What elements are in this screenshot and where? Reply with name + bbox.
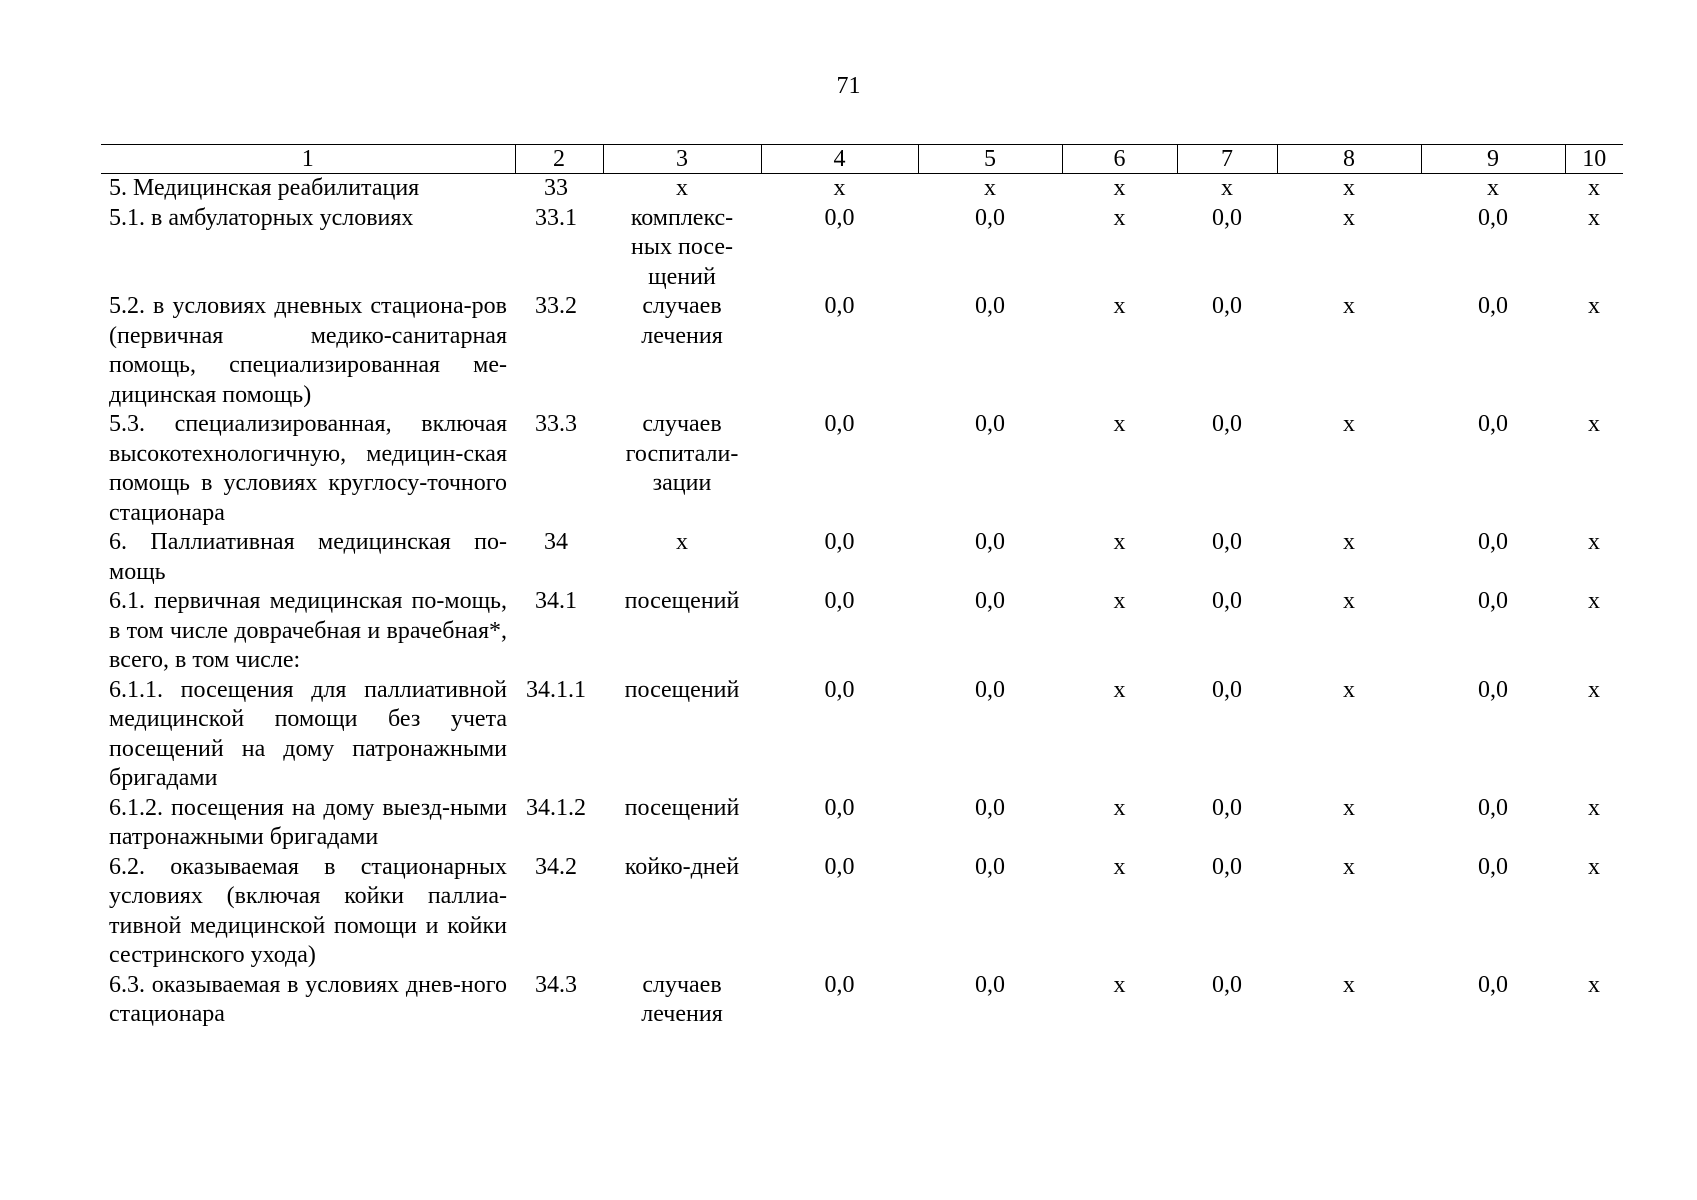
value-cell: х [1588,293,1600,319]
row-code-cell: 34.2 [535,853,577,880]
row-name-cell: 6.2. оказываемая в стационарных условиях (включая койки паллиа-тивной медицинской помощи и койки сестринского ухода) [109,853,507,968]
value-cell: х [1113,204,1126,231]
column-header: 5 [918,145,1062,174]
column-header: 2 [515,145,603,174]
value-cell: х [1343,588,1355,614]
header-row [101,145,1623,174]
value-cell: 0,0 [824,411,855,437]
value-cell: 0,0 [1212,204,1242,231]
value-cell: х [1588,794,1600,821]
value-cell: 0,0 [1478,794,1508,821]
page-number: 71 [836,73,861,99]
value-cell: х [1113,794,1126,821]
value-cell: х [1343,175,1355,201]
value-cell: х [1113,411,1126,437]
table-row [101,528,1623,587]
value-cell: х [1588,971,1600,998]
value-cell: х [1343,794,1355,821]
table-row [101,587,1623,676]
value-cell: 0,0 [1478,853,1508,880]
value-cell: 0,0 [975,204,1005,231]
value-cell: 0,0 [1478,204,1508,231]
row-code-cell: 34.1 [535,588,577,614]
value-cell: 0,0 [1478,588,1508,614]
row-name-cell: 6.1.2. посещения на дому выезд-ными патронажными бригадами [109,794,507,850]
column-header: 7 [1177,145,1277,174]
value-cell: 0,0 [1478,971,1508,998]
row-code-cell: 34.3 [535,971,577,998]
row-name-cell: 5.1. в амбулаторных условиях [109,204,414,231]
value-cell: 0,0 [1212,411,1242,437]
value-cell: 0,0 [1478,676,1508,703]
unit-cell: комплекс- ных посе- щений [630,204,734,290]
table-row [101,174,1623,204]
column-header: 8 [1277,145,1421,174]
value-cell: 0,0 [975,293,1005,319]
row-code-cell: 33 [544,175,568,201]
table-row [101,204,1623,293]
unit-cell: х [676,529,688,555]
row-name-cell: 6.1. первичная медицинская по-мощь, в том числе доврачебная и врачебная*, всего, в том числе: [109,588,507,673]
value-cell: х [1343,676,1355,703]
value-cell: х [1113,676,1126,703]
value-cell: 0,0 [1212,971,1242,998]
value-cell: 0,0 [824,588,855,614]
unit-cell: посещений [624,676,740,703]
value-cell: х [1113,588,1126,614]
value-cell: 0,0 [1212,853,1242,880]
row-name-cell: 6. Паллиативная медицинская по-мощь [109,529,507,585]
row-code-cell: 34 [544,529,568,555]
unit-cell: посещений [624,794,740,821]
value-cell: 0,0 [1212,293,1242,319]
row-name-cell: 6.3. оказываемая в условиях днев-ного стационара [109,971,507,1027]
value-cell: х [1588,411,1600,437]
value-cell: х [1221,175,1233,201]
value-cell: 0,0 [1212,588,1242,614]
table-row [101,410,1623,528]
value-cell: х [1343,411,1355,437]
value-cell: 0,0 [1478,293,1508,319]
row-code-cell: 34.1.1 [526,676,586,703]
unit-cell: случаев госпитали- зации [625,411,739,496]
value-cell: 0,0 [975,411,1005,437]
value-cell: 0,0 [975,676,1005,703]
row-code-cell: 33.3 [535,411,577,437]
column-header: 3 [603,145,761,174]
value-cell: х [1588,853,1600,880]
row-code-cell: 33.1 [535,204,577,231]
row-name-cell: 5. Медицинская реабилитация [109,175,420,201]
unit-cell: случаев лечения [641,971,723,1027]
value-cell: 0,0 [824,853,855,880]
value-cell: х [1343,971,1355,998]
value-cell: х [984,175,996,201]
value-cell: х [1588,588,1600,614]
value-cell: х [1343,293,1355,319]
value-cell: х [1588,676,1600,703]
value-cell: х [1113,175,1126,201]
value-cell: 0,0 [1212,529,1242,555]
value-cell: 0,0 [975,794,1005,821]
row-code-cell: 33.2 [535,293,577,319]
value-cell: х [1343,529,1355,555]
value-cell: х [1113,293,1126,319]
value-cell: 0,0 [824,676,855,703]
value-cell: х [1113,853,1126,880]
value-cell: х [1343,853,1355,880]
value-cell: х [1588,204,1600,231]
value-cell: 0,0 [1212,794,1242,821]
column-header: 4 [761,145,918,174]
row-name-cell: 6.1.1. посещения для паллиативной медицинской помощи без учета посещений на дому патронажными бригадами [109,676,507,791]
data-table [101,144,1623,1030]
unit-cell: х [676,175,688,201]
value-cell: х [833,175,846,201]
value-cell: 0,0 [824,204,855,231]
value-cell: х [1343,204,1355,231]
column-header: 6 [1062,145,1177,174]
value-cell: 0,0 [975,588,1005,614]
column-header: 9 [1421,145,1565,174]
value-cell: 0,0 [975,853,1005,880]
unit-cell: посещений [624,588,740,614]
value-cell: 0,0 [824,971,855,998]
row-code-cell: 34.1.2 [526,794,586,821]
value-cell: 0,0 [975,971,1005,998]
value-cell: х [1113,529,1126,555]
value-cell: х [1113,971,1126,998]
table-row [101,853,1623,971]
value-cell: 0,0 [1478,529,1508,555]
value-cell: 0,0 [975,529,1005,555]
value-cell: 0,0 [824,794,855,821]
table-row [101,676,1623,794]
value-cell: 0,0 [1478,411,1508,437]
value-cell: х [1588,175,1600,201]
value-cell: 0,0 [1212,676,1242,703]
value-cell: х [1487,175,1499,201]
value-cell: х [1588,529,1600,555]
column-header: 1 [101,145,515,174]
value-cell: 0,0 [824,529,855,555]
table-row [101,971,1623,1030]
unit-cell: случаев лечения [641,293,723,349]
row-name-cell: 5.2. в условиях дневных стациона-ров (первичная медико-санитарная помощь, специализированная ме-дицинская помощь) [109,293,507,408]
unit-cell: койко-дней [624,853,740,880]
value-cell: 0,0 [824,293,855,319]
table-row [101,292,1623,410]
column-header: 10 [1565,145,1623,174]
row-name-cell: 5.3. специализированная, включая высокотехнологичную, медицин-ская помощь в условиях круглосу-точного стационара [109,411,507,526]
table-row [101,794,1623,853]
